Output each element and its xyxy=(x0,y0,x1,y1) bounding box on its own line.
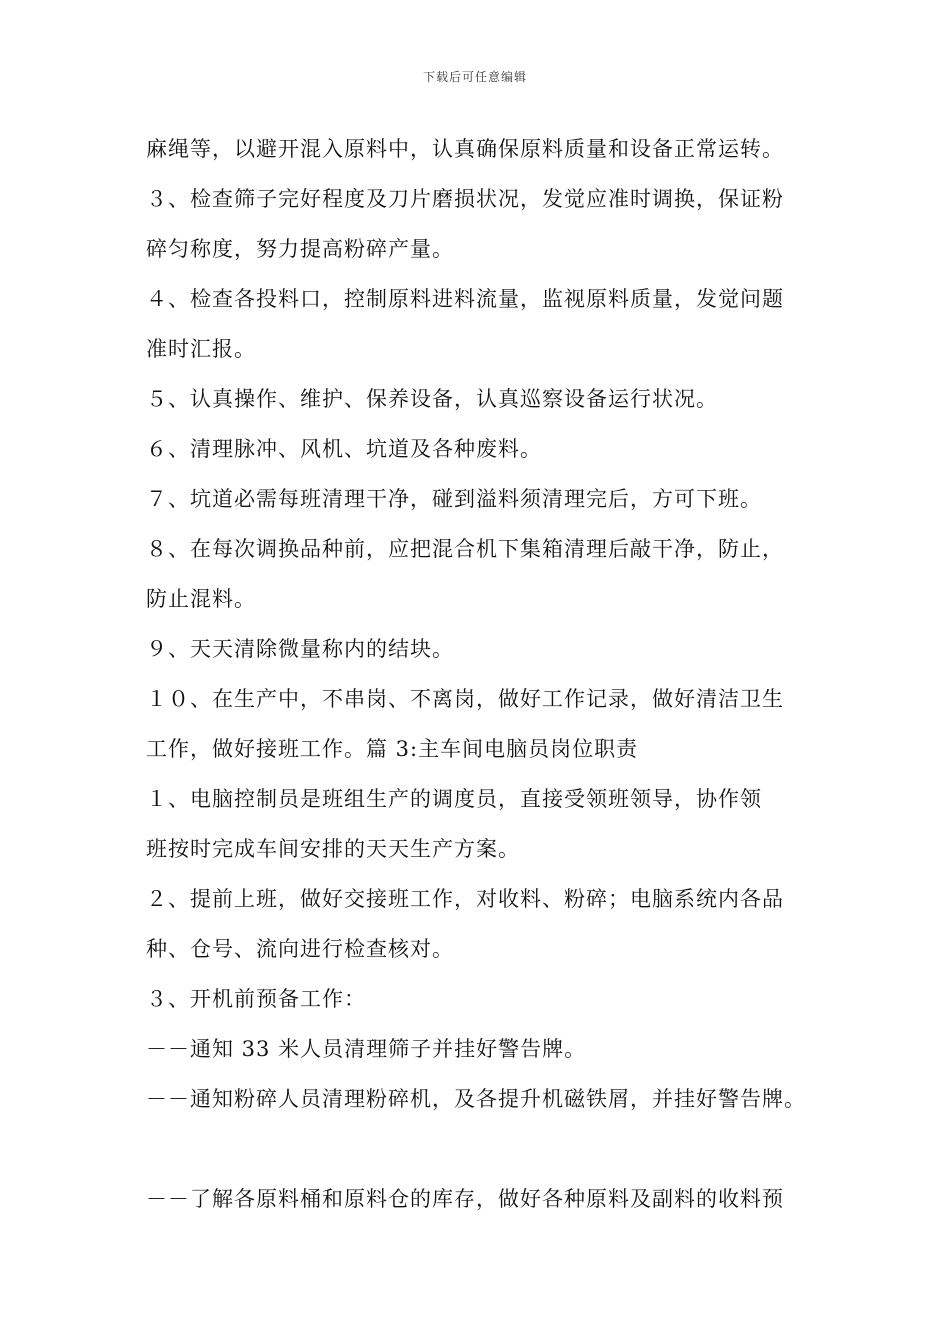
text-line: ９、天天清除微量称内的结块。 xyxy=(146,637,454,661)
text-line: 种、仓号、流向进行检查核对。 xyxy=(146,937,454,961)
text-line: ３、检查筛子完好程度及刀片磨损状况，发觉应准时调换，保证粉 xyxy=(146,187,784,211)
text-line: 防止混料。 xyxy=(146,587,256,611)
text-line: ５、认真操作、维护、保养设备，认真巡察设备运行状况。 xyxy=(146,387,718,411)
text-line: 碎匀称度，努力提高粉碎产量。 xyxy=(146,237,454,261)
text-line: －－通知 33 米人员清理筛子并挂好警告牌。 xyxy=(146,1037,587,1061)
text-line: －－了解各原料桶和原料仓的库存，做好各种原料及副料的收料预 xyxy=(146,1187,784,1211)
text-line: ７、坑道必需每班清理干净，碰到溢料须清理完后，方可下班。 xyxy=(146,487,762,511)
download-note: 下载后可任意编辑 xyxy=(422,70,527,84)
text-line: 准时汇报。 xyxy=(146,337,256,361)
text-line: ３、开机前预备工作： xyxy=(146,987,366,1011)
text-line: ４、检查各投料口，控制原料进料流量，监视原料质量，发觉问题 xyxy=(146,287,784,311)
text-line: 班按时完成车间安排的天天生产方案。 xyxy=(146,837,520,861)
text-line: ２、提前上班，做好交接班工作，对收料、粉碎；电脑系统内各品 xyxy=(146,887,784,911)
text-line: １０、在生产中，不串岗、不离岗，做好工作记录，做好清洁卫生 xyxy=(146,687,784,711)
text-line: １、电脑控制员是班组生产的调度员，直接受领班领导，协作领 xyxy=(146,787,762,811)
text-line: 工作，做好接班工作。篇 3:主车间电脑员岗位职责 xyxy=(146,737,639,761)
text-line: 麻绳等，以避开混入原料中，认真确保原料质量和设备正常运转。 xyxy=(146,137,784,161)
text-line: ６、清理脉冲、风机、坑道及各种废料。 xyxy=(146,437,542,461)
text-line: －－通知粉碎人员清理粉碎机，及各提升机磁铁屑，并挂好警告牌。 xyxy=(146,1087,806,1111)
text-line: ８、在每次调换品种前，应把混合机下集箱清理后敲干净，防止， xyxy=(146,537,784,561)
